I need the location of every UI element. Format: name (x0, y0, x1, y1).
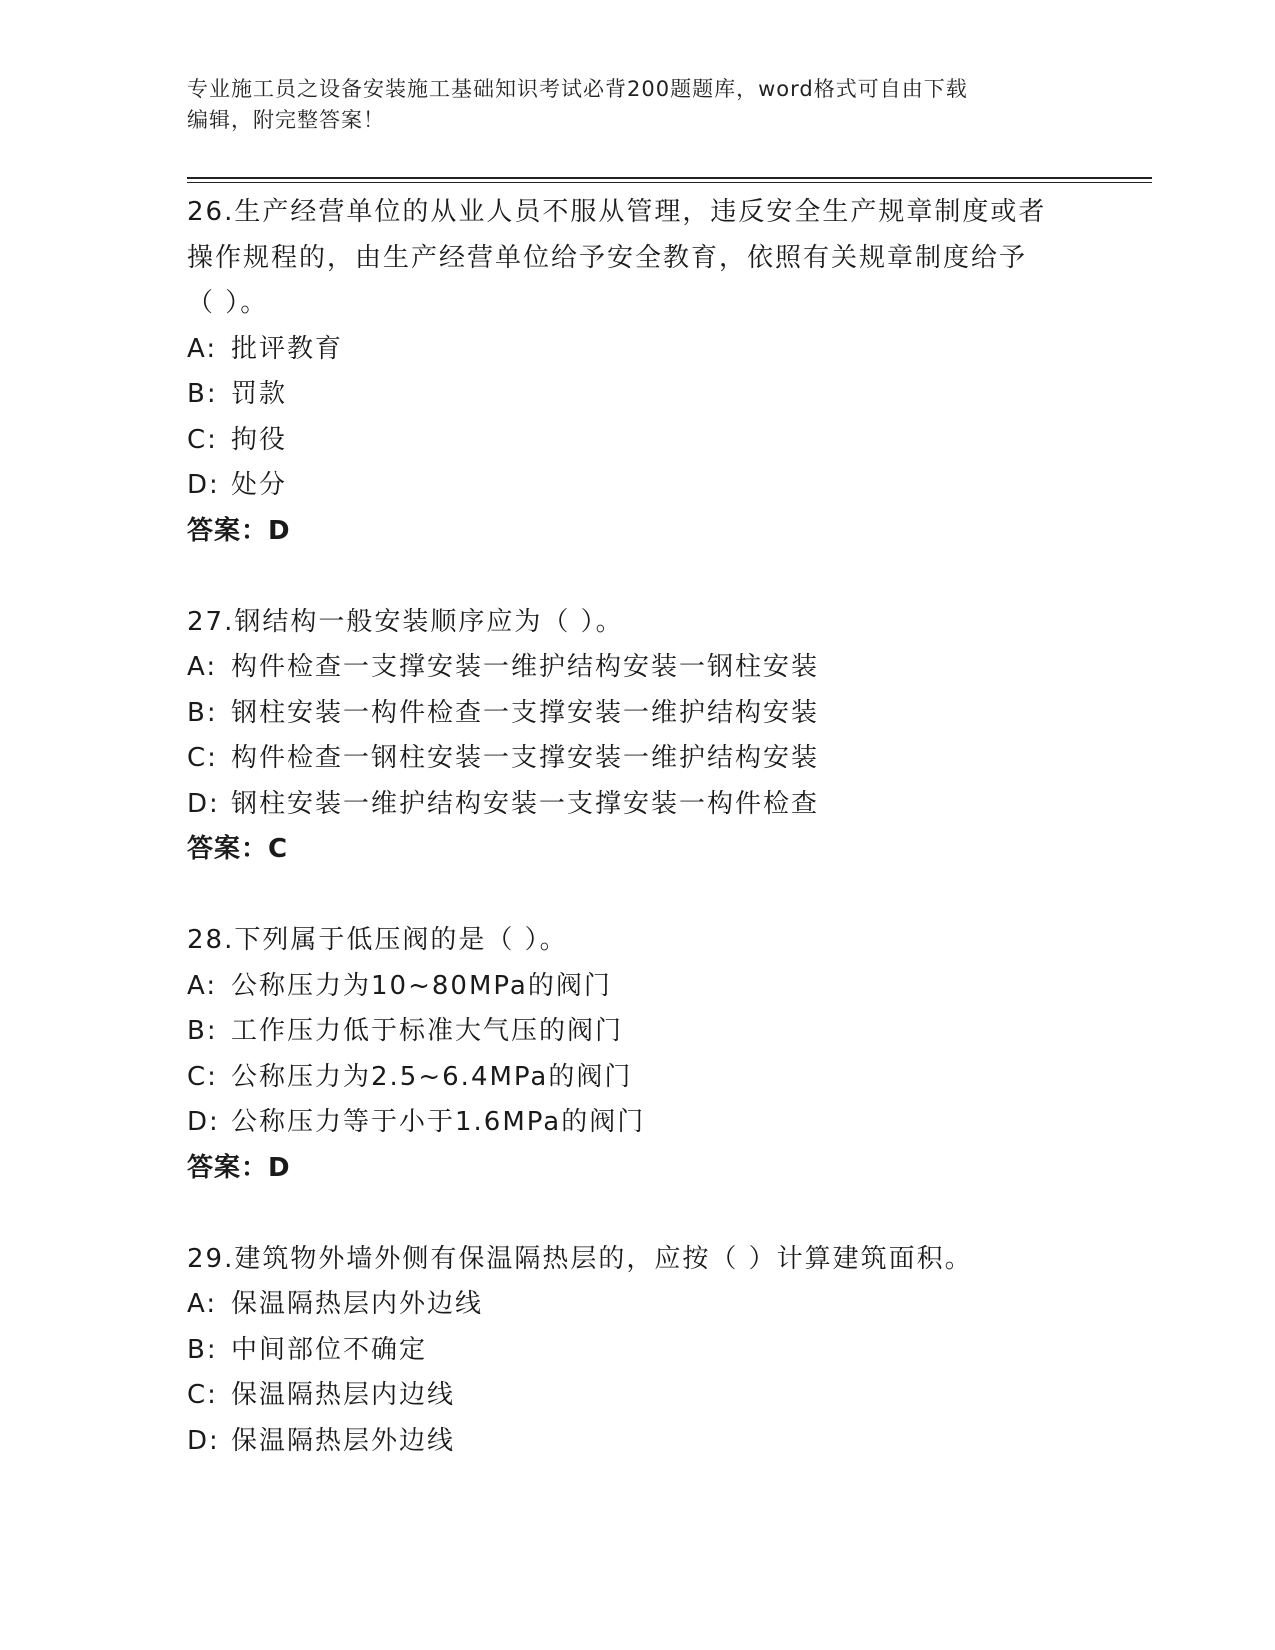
option-b (187, 691, 1087, 737)
question-text-line: 26.生产经营单位的从业人员不服从管理，违反安全生产规章制度或者 (187, 197, 1047, 227)
option-text: 钢柱安装一构件检查一支撑安装一维护结构安装 (231, 697, 820, 728)
option-a (187, 327, 1087, 373)
option-d (187, 782, 1087, 828)
option-letter: B: (187, 1016, 218, 1046)
option-text: 公称压力为10~80MPa的阀门 (231, 970, 612, 1001)
answer-line: 答案：D (187, 1152, 291, 1183)
option-letter: C: (187, 1061, 218, 1092)
option-text: 保温隔热层外边线 (231, 1425, 456, 1456)
answer-line: 答案：C (187, 834, 289, 864)
option-letter: C: (187, 1380, 218, 1410)
option-text: 中间部位不确定 (231, 1334, 428, 1365)
question-27 (187, 600, 1087, 873)
option-letter: C: (187, 424, 218, 455)
question-text-line: 29.建筑物外墙外侧有保温隔热层的，应按（ ）计算建筑面积。 (187, 1243, 973, 1274)
option-d (187, 1419, 1087, 1465)
option-text: 处分 (231, 470, 288, 500)
option-c (187, 1373, 1087, 1419)
option-text: 构件检查一支撑安装一维护结构安装一钢柱安装 (231, 652, 820, 682)
question-text-line: 28.下列属于低压阀的是（ ）。 (187, 925, 568, 955)
option-letter: A: (187, 652, 218, 682)
option-b (187, 1009, 1087, 1055)
option-letter: B: (187, 697, 218, 728)
option-text: 工作压力低于标准大气压的阀门 (231, 1016, 624, 1046)
question-spacer (187, 1191, 1087, 1237)
question-text-line: 27.钢结构一般安装顺序应为（ ）。 (187, 606, 624, 637)
question-29 (187, 1237, 1087, 1465)
question-text-line: 操作规程的，由生产经营单位给予安全教育，依照有关规章制度给予 (187, 242, 1028, 273)
option-a (187, 964, 1087, 1010)
option-letter: D: (187, 1107, 220, 1137)
question-26 (187, 190, 1087, 554)
option-c (187, 736, 1087, 782)
header-line-1: 专业施工员之设备安装施工基础知识考试必背200题题库，word格式可自由下载 (187, 77, 968, 101)
option-d (187, 463, 1087, 509)
option-text: 公称压力等于小于1.6MPa的阀门 (231, 1107, 646, 1137)
option-a (187, 645, 1087, 691)
option-text: 公称压力为2.5~6.4MPa的阀门 (231, 1061, 633, 1092)
option-c (187, 1055, 1087, 1101)
option-text: 批评教育 (231, 333, 344, 364)
question-28 (187, 918, 1087, 1191)
option-letter: B: (187, 1334, 218, 1365)
question-spacer (187, 554, 1087, 600)
option-letter: B: (187, 379, 218, 409)
option-text: 保温隔热层内边线 (231, 1380, 456, 1410)
option-text: 钢柱安装一维护结构安装一支撑安装一构件检查 (231, 788, 820, 819)
answer-line: 答案：D (187, 515, 291, 546)
option-text: 构件检查一钢柱安装一支撑安装一维护结构安装 (231, 743, 820, 773)
option-letter: D: (187, 1425, 220, 1456)
option-letter: A: (187, 333, 218, 364)
option-c (187, 418, 1087, 464)
header-divider-thin (187, 182, 1152, 183)
option-a (187, 1282, 1087, 1328)
header-divider-thick (187, 177, 1152, 179)
option-text: 罚款 (231, 379, 288, 409)
question-text-line: （ ）。 (187, 288, 269, 318)
question-list (187, 190, 1087, 1464)
header-line-2: 编辑，附完整答案！ (187, 108, 385, 132)
option-text: 拘役 (231, 424, 288, 455)
option-d (187, 1100, 1087, 1146)
option-letter: D: (187, 470, 220, 500)
option-text: 保温隔热层内外边线 (231, 1289, 484, 1319)
option-letter: A: (187, 970, 218, 1001)
question-spacer (187, 873, 1087, 919)
option-letter: C: (187, 743, 218, 773)
option-letter: D: (187, 788, 220, 819)
option-b (187, 1328, 1087, 1374)
option-letter: A: (187, 1289, 218, 1319)
option-b (187, 372, 1087, 418)
document-header (187, 74, 1067, 136)
